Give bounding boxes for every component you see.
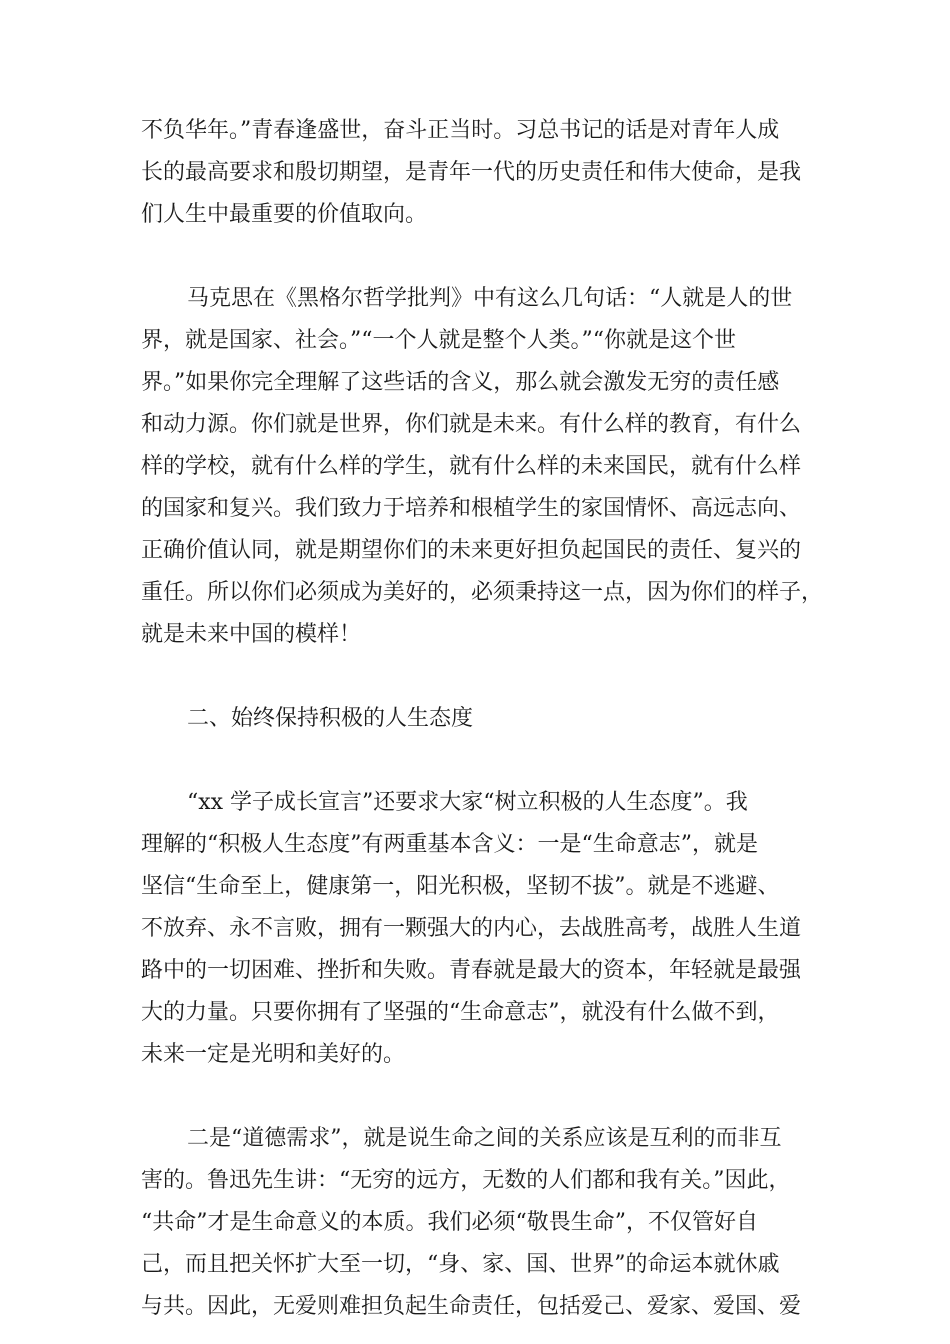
text-line: 马克思在《黑格尔哲学批判》中有这么几句话：“人就是人的世 (187, 286, 793, 311)
text-line: 的国家和复兴。我们致力于培养和根植学生的家国情怀、高远志向、 (141, 496, 802, 521)
text-line: 们人生中最重要的价值取向。 (141, 202, 428, 227)
text-line: 己，而且把关怀扩大至一切，“身、家、国、世界”的命运本就休戚 (141, 1252, 780, 1277)
text-line: 二、始终保持积极的人生态度 (187, 706, 474, 731)
text-line: 与共。因此，无爱则难担负起生命责任，包括爱己、爱家、爱国、爱 (141, 1294, 802, 1319)
paragraph-p2 (141, 278, 824, 656)
paragraph-p5 (141, 1118, 821, 1328)
paragraph-p1 (141, 110, 821, 236)
text-line: 重任。所以你们必须成为美好的，必须秉持这一点，因为你们的样子， (141, 580, 824, 605)
text-line: 大的力量。只要你拥有了坚强的“生命意志”，就没有什么做不到， (141, 1000, 780, 1025)
text-line: 未来一定是光明和美好的。 (141, 1042, 406, 1067)
text-line: 界。”如果你完全理解了这些话的含义，那么就会激发无穷的责任感 (141, 370, 780, 395)
text-line: “共命”才是生命意义的本质。我们必须“敬畏生命”，不仅管好自 (141, 1210, 758, 1235)
text-line: 不负华年。”青春逢盛世，奋斗正当时。习总书记的话是对青年人成 (141, 118, 780, 143)
paragraph-gap (141, 236, 821, 278)
text-line: 就是未来中国的模样！ (141, 622, 362, 647)
document-body (141, 110, 824, 1328)
paragraph-gap (141, 740, 821, 782)
text-line: 界，就是国家、社会。”“一个人就是整个人类。”“你就是这个世 (141, 328, 736, 353)
text-line: 长的最高要求和殷切期望，是青年一代的历史责任和伟大使命，是我 (141, 160, 802, 185)
text-line: 样的学校，就有什么样的学生，就有什么样的未来国民，就有什么样 (141, 454, 802, 479)
paragraph-p4 (141, 782, 821, 1076)
paragraph-gap (141, 1076, 821, 1118)
paragraph-gap (141, 656, 821, 698)
text-line: “xx 学子成长宣言”还要求大家“树立积极的人生态度”。我 (187, 790, 748, 815)
text-line: 坚信“生命至上，健康第一，阳光积极，坚韧不拔”。就是不逃避、 (141, 874, 780, 899)
text-line: 正确价值认同，就是期望你们的未来更好担负起国民的责任、复兴的 (141, 538, 802, 563)
text-line: 害的。鲁迅先生讲：“无穷的远方，无数的人们都和我有关。”因此， (141, 1168, 791, 1193)
text-line: 路中的一切困难、挫折和失败。青春就是最大的资本，年轻就是最强 (141, 958, 802, 983)
text-line: 不放弃、永不言败，拥有一颗强大的内心，去战胜高考，战胜人生道 (141, 916, 802, 941)
text-line: 二是“道德需求”，就是说生命之间的关系应该是互利的而非互 (187, 1126, 782, 1151)
text-line: 和动力源。你们就是世界，你们就是未来。有什么样的教育，有什么 (141, 412, 802, 437)
paragraph-p3 (141, 698, 821, 740)
text-line: 理解的“积极人生态度”有两重基本含义：一是“生命意志”，就是 (141, 832, 758, 857)
